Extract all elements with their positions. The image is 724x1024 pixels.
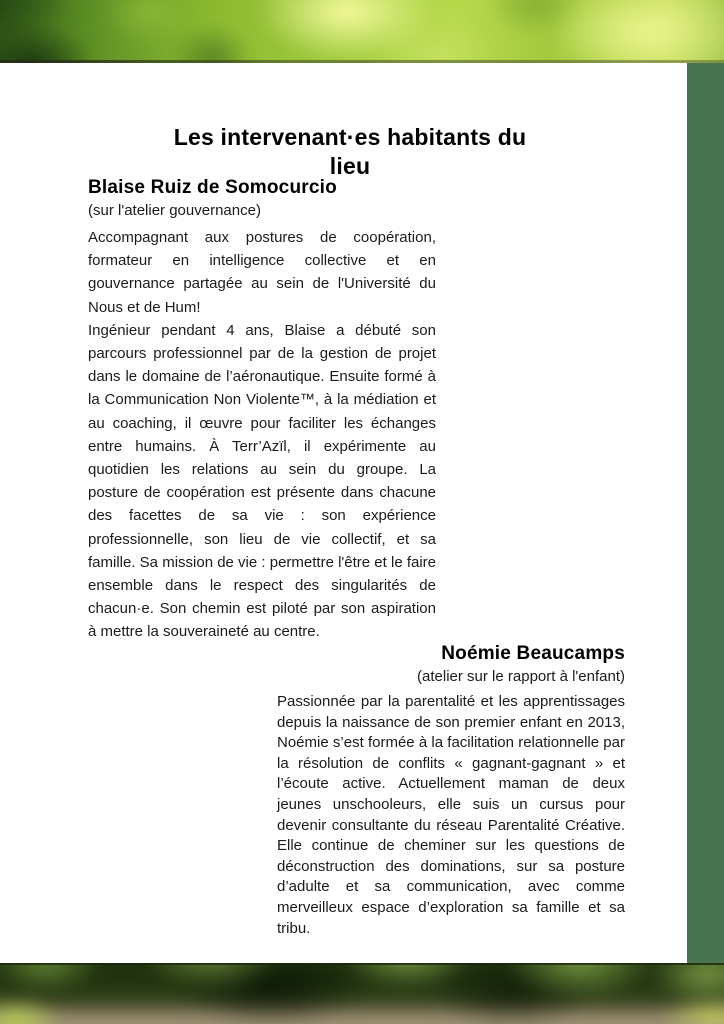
bio-paragraph-noemie: Passionnée par la parentalité et les apprentissages depuis la naissance de son premier enfant en 2013, Noémie s’est formée à la facilitation relationnelle par la résolution de conflits « gagnant-gagnant » et l’écoute active. Actuellement maman de deux jeunes unschooleurs, elle suis un cursus pour devenir consultante du réseau Parentalité Créative. Elle continue de cheminer sur les questions de déconstruction des dominations, sur sa posture d’adulte et sa communication, avec comme merveilleux espace d’exploration sa famille et sa tribu. [277, 693, 625, 937]
bottom-banner-photo [0, 963, 724, 1024]
bio-paragraph-blaise-2: Ingénieur pendant 4 ans, Blaise a débuté son parcours professionnel par de la gestion de projet dans le domaine de l’aéronautique. Ensuite formé à la Communication Non Violente™, à la médiation et au coaching, il œuvre pour faciliter les échanges entre humains. À Terr’Azïl, il expérimente au quotidien les relations au sein du groupe. La posture de coopération est présente dans chacune des facettes de sa vie : son expérience professionnelle, son lieu de vie collectif, et sa famille. Sa mission de vie : permettre l'être et le faire ensemble dans le respect des singularités de chacun·e. Son chemin est piloté par son aspiration à mettre la souveraineté au centre. [88, 321, 437, 641]
forest-ground-bokeh-image [0, 963, 724, 1024]
section-noemie [277, 642, 625, 939]
page-title [88, 123, 612, 181]
workshop-subtitle-noemie: (atelier sur le rapport à l'enfant) [417, 668, 625, 685]
section-blaise [88, 176, 436, 644]
page-title-line2: lieu [329, 153, 371, 180]
banner-bottom-edge [0, 60, 724, 63]
page-title-line1: Les intervenant·es habitants du [173, 124, 527, 151]
workshop-subtitle-blaise: (sur l'atelier gouvernance) [88, 202, 261, 219]
foliage-bokeh-image [0, 0, 724, 63]
banner-top-edge [0, 963, 724, 965]
speaker-name-noemie: Noémie Beaucamps [441, 643, 625, 664]
speaker-name-blaise: Blaise Ruiz de Somocurcio [88, 177, 337, 198]
bio-paragraph-blaise-1: Accompagnant aux postures de coopération, formateur en intelligence collective et en gouvernance partagée au sein de l'Université du Nous et de Hum! [88, 229, 436, 316]
top-banner-photo [0, 0, 724, 63]
side-accent-strip [687, 63, 724, 963]
